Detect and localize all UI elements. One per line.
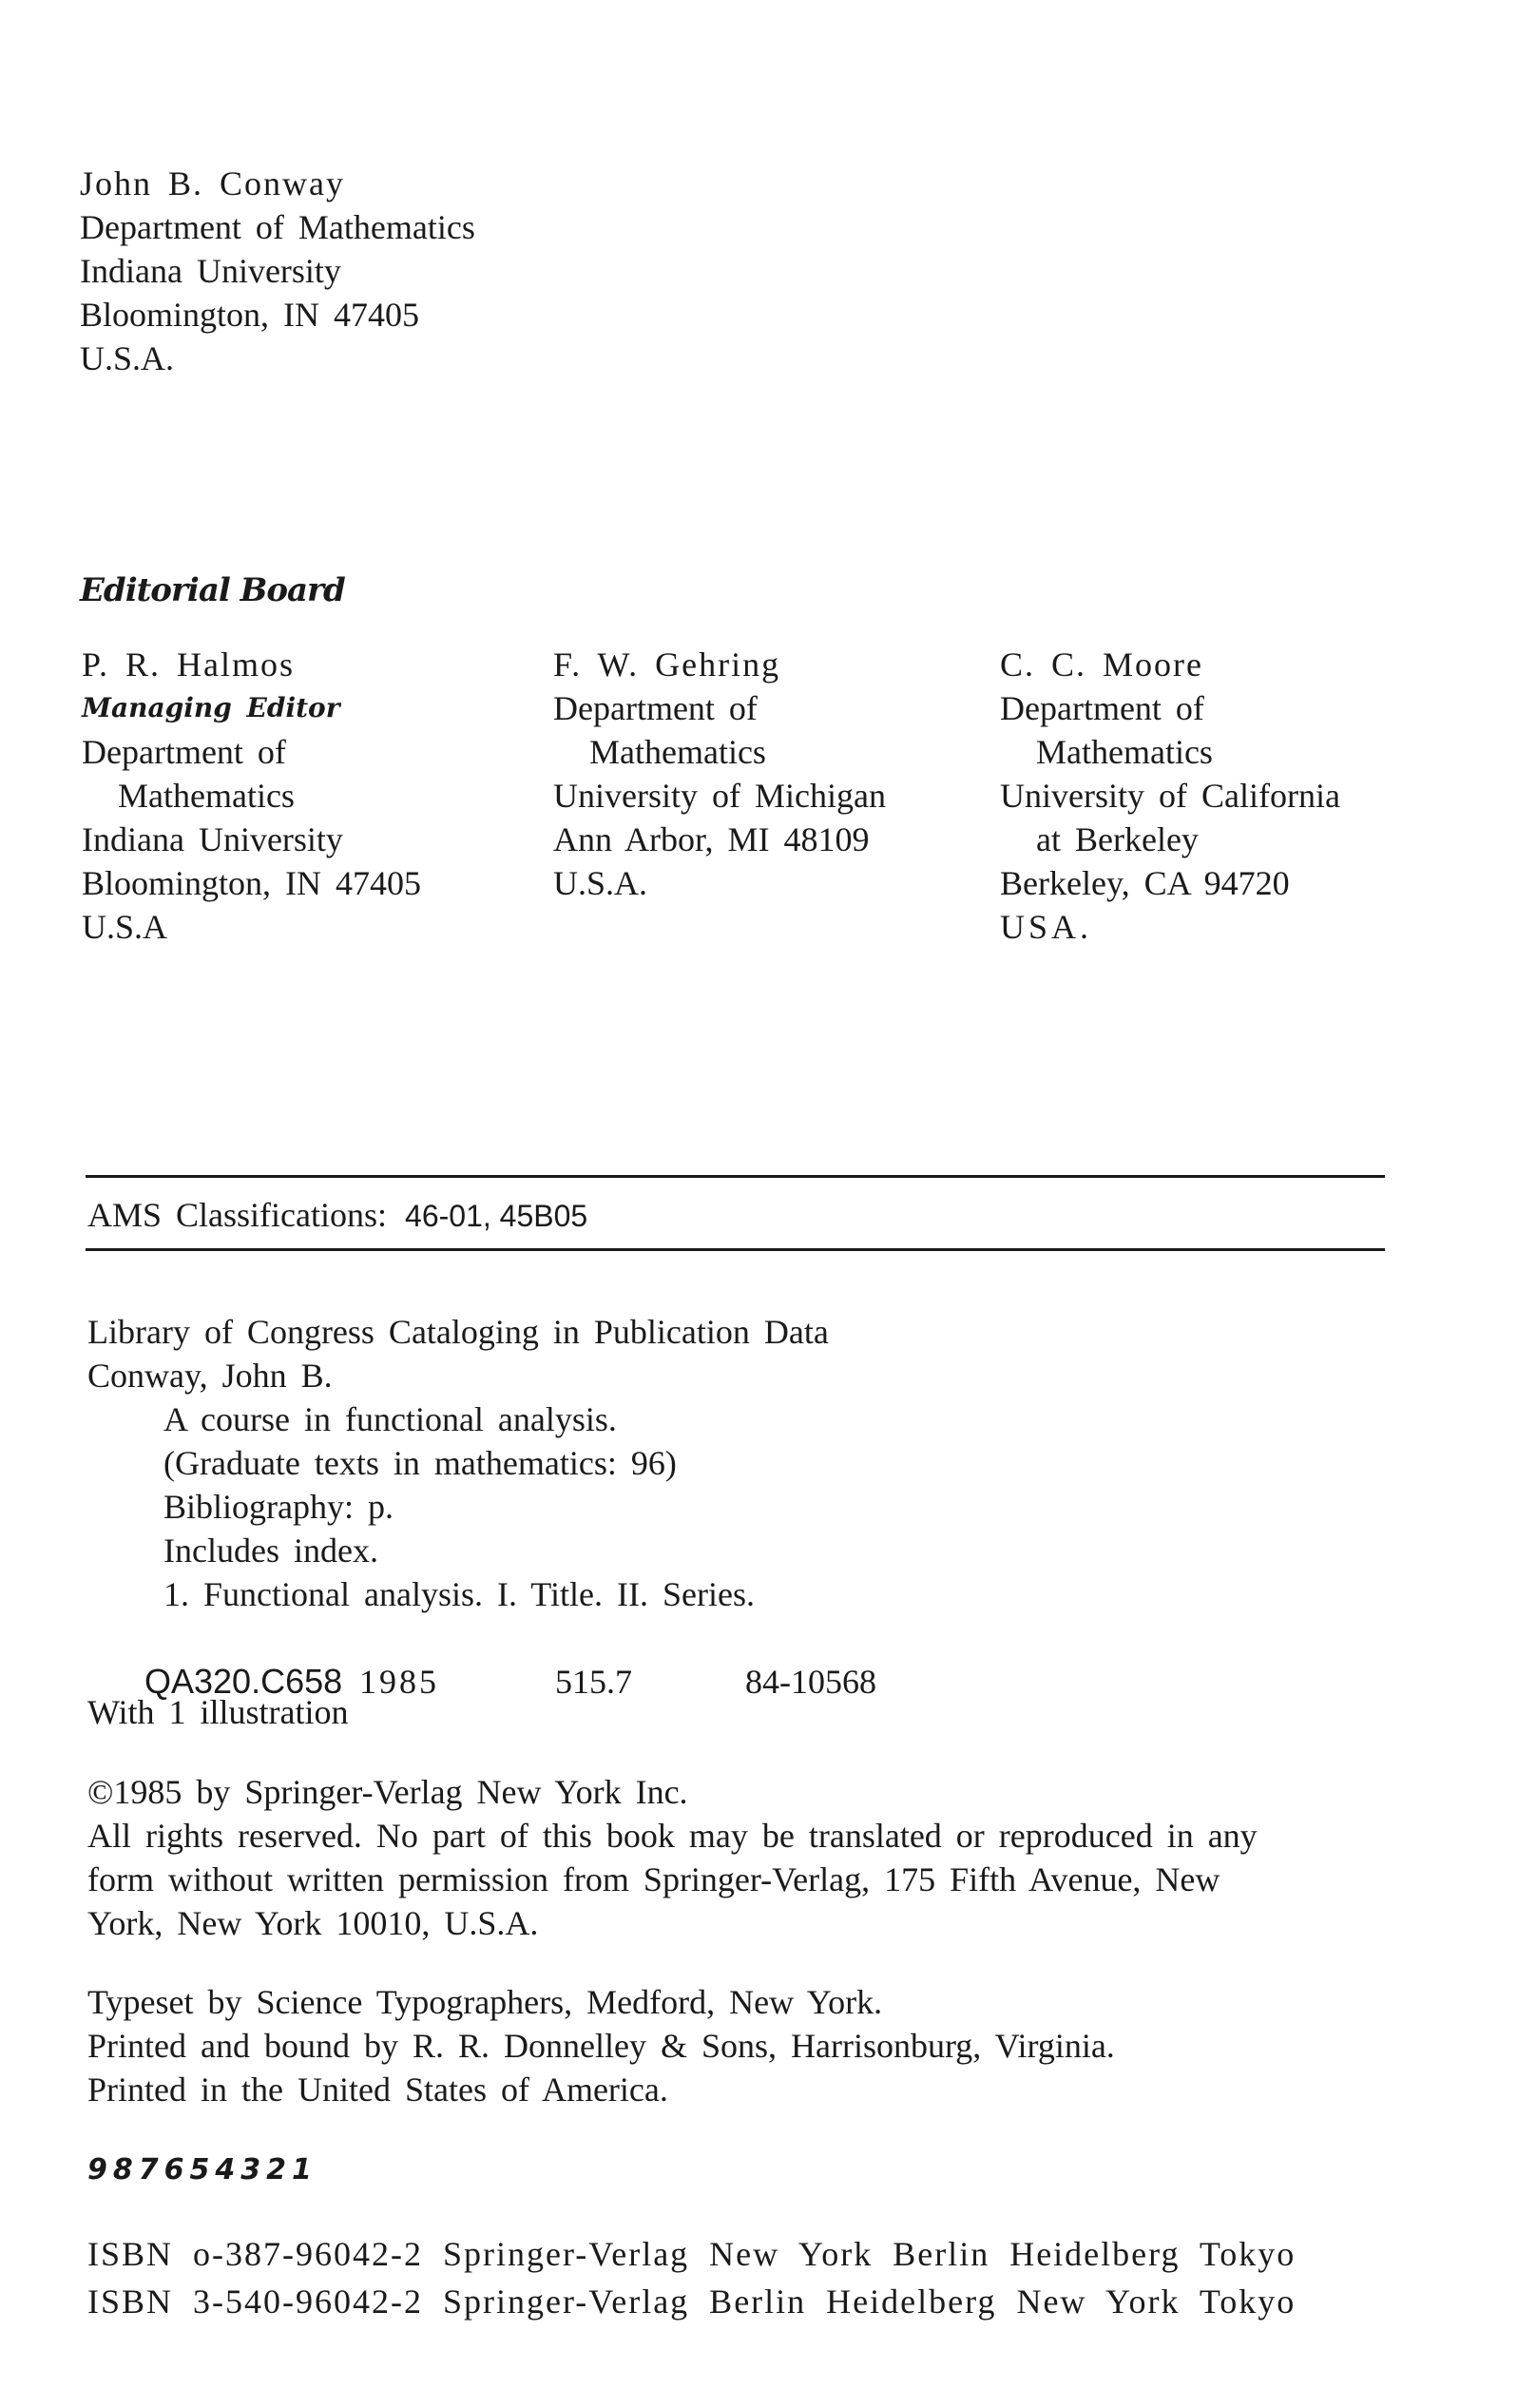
member-department-cont: Mathematics — [1036, 733, 1213, 771]
isbn-list — [87, 2230, 1296, 2325]
member-department: Department of — [1000, 689, 1204, 727]
author-university: Indiana University — [80, 252, 341, 290]
isbn-line: ISBN 3-540-96042-2 Springer-Verlag Berlin Heidelberg New York Tokyo — [87, 2283, 1297, 2321]
member-name: C. C. Moore — [1000, 645, 1203, 684]
member-city: Bloomington, IN 47405 — [82, 864, 422, 902]
member-department: Department of — [553, 689, 758, 727]
member-university: University of California — [1000, 777, 1340, 815]
lccn: 84-10568 — [745, 1663, 876, 1701]
board-member-gehring — [553, 643, 886, 905]
member-country: USA. — [1000, 908, 1093, 946]
printing-line: Printed and bound by R. R. Donnelley & Sons, Harrisonburg, Virginia. — [87, 2027, 1115, 2065]
catalog-entry: 1. Functional analysis. I. Title. II. Series. — [163, 1575, 755, 1613]
catalog-title: Library of Congress Cataloging in Publication Data — [87, 1313, 829, 1351]
catalog-entry: A course in functional analysis. — [163, 1400, 617, 1438]
catalog-entry: (Graduate texts in mathematics: 96) — [163, 1444, 677, 1482]
catalog-year: 1985 — [359, 1663, 439, 1701]
copyright-line: All rights reserved. No part of this book may be translated or reproduced in any — [87, 1817, 1258, 1855]
author-name: John B. Conway — [80, 164, 346, 202]
catalog-entry: Includes index. — [163, 1531, 378, 1570]
author-country: U.S.A. — [80, 339, 175, 377]
member-department: Department of — [82, 733, 286, 771]
ams-label: AMS Classifications: — [87, 1196, 388, 1234]
dewey-number: 515.7 — [555, 1663, 632, 1701]
member-department-cont: Mathematics — [118, 777, 295, 815]
member-campus: at Berkeley — [1036, 820, 1199, 858]
copyright-notice — [87, 1770, 1258, 1945]
member-department-cont: Mathematics — [589, 733, 766, 771]
bottom-rule — [86, 1248, 1385, 1251]
member-city: Berkeley, CA 94720 — [1000, 864, 1290, 902]
member-country: U.S.A. — [553, 864, 648, 902]
illustration-note: With 1 illustration — [87, 1693, 349, 1731]
member-name: P. R. Halmos — [82, 645, 296, 684]
author-address — [80, 162, 475, 380]
board-member-halmos — [82, 643, 421, 949]
member-city: Ann Arbor, MI 48109 — [553, 820, 870, 858]
cataloging-data — [87, 1310, 876, 1747]
catalog-entry: Bibliography: p. — [163, 1488, 394, 1526]
copyright-line: form without written permission from Springer-Verlag, 175 Fifth Avenue, New — [87, 1860, 1220, 1898]
member-university: University of Michigan — [553, 777, 886, 815]
copyright-line: York, New York 10010, U.S.A. — [87, 1904, 539, 1942]
ams-value: 46-01, 45B05 — [405, 1199, 588, 1233]
author-city: Bloomington, IN 47405 — [80, 296, 420, 334]
member-name: F. W. Gehring — [553, 645, 781, 684]
catalog-author: Conway, John B. — [87, 1357, 333, 1395]
printing-info — [87, 1980, 1115, 2111]
call-number: QA320.C658 — [144, 1662, 343, 1701]
isbn-line: ISBN o-387-96042-2 Springer-Verlag New York Berlin Heidelberg Tokyo — [87, 2235, 1297, 2273]
member-university: Indiana University — [82, 820, 343, 858]
top-rule — [86, 1175, 1385, 1178]
print-run-number: 987654321 — [87, 2153, 317, 2186]
copyright-line: ©1985 by Springer-Verlag New York Inc. — [87, 1773, 688, 1811]
printing-line: Printed in the United States of America. — [87, 2071, 668, 2109]
author-department: Department of Mathematics — [80, 208, 475, 246]
printing-line: Typeset by Science Typographers, Medford, New York. — [87, 1983, 883, 2021]
managing-editor-role: Managing Editor — [82, 692, 340, 723]
board-member-moore — [1000, 643, 1340, 949]
member-country: U.S.A — [82, 908, 168, 946]
editorial-board-heading: Editorial Board — [80, 571, 345, 609]
ams-classifications — [87, 1193, 587, 1238]
